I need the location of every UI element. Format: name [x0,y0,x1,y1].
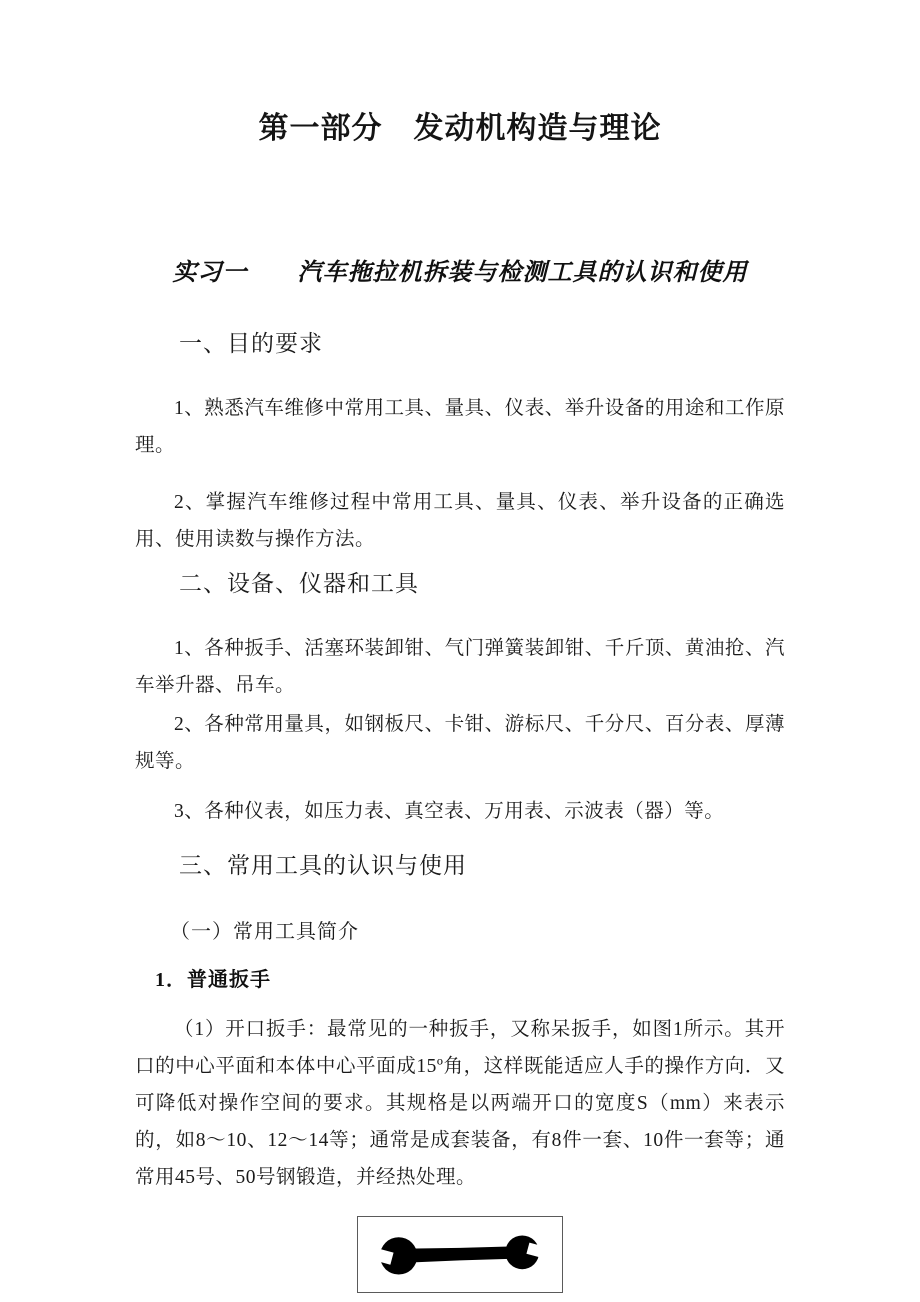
section-1-paragraph-1: 1、熟悉汽车维修中常用工具、量具、仪表、举升设备的用途和工作原理。 [135,398,785,456]
open-end-wrench-icon [365,1223,555,1287]
section-3-sub-heading: （一）常用工具简介 [170,921,359,943]
section-1-paragraph-2: 2、掌握汽车维修过程中常用工具、量具、仪表、举升设备的正确选用、使用读数与操作方法。 [135,492,785,550]
section-3-heading: 三、常用工具的认识与使用 [179,852,467,878]
practice-heading: 实习一 汽车拖拉机拆装与检测工具的认识和使用 [172,260,748,286]
section-2-paragraph-1: 1、各种扳手、活塞环装卸钳、气门弹簧装卸钳、千斤顶、黄油抢、汽车举升器、吊车。 [135,638,785,696]
figure-box [357,1216,563,1293]
section-2-paragraph-2: 2、各种常用量具，如钢板尺、卡钳、游标尺、千分尺、百分表、厚薄规等。 [135,714,785,772]
section-2-paragraph-3: 3、各种仪表，如压力表、真空表、万用表、示波表（器）等。 [174,801,725,822]
section-3-paragraph-1: （1）开口扳手：最常见的一种扳手，又称呆扳手，如图1所示。其开口的中心平面和本体中心平面成15º角，这样既能适应人手的操作方向．又可降低对操作空间的要求。其规格是以两端开口的宽度S（mm）来表示的，如8～10、12～14等；通常是成套装备，有8件一套、10件一套等；通常用45号、50号钢锻造，并经热处理。 [135,1019,785,1188]
section-3-item-heading: 1．普通扳手 [155,969,271,991]
section-1-heading: 一、目的要求 [179,330,323,356]
page-title: 第一部分 发动机构造与理论 [258,112,662,145]
section-2-heading: 二、设备、仪器和工具 [179,570,419,596]
